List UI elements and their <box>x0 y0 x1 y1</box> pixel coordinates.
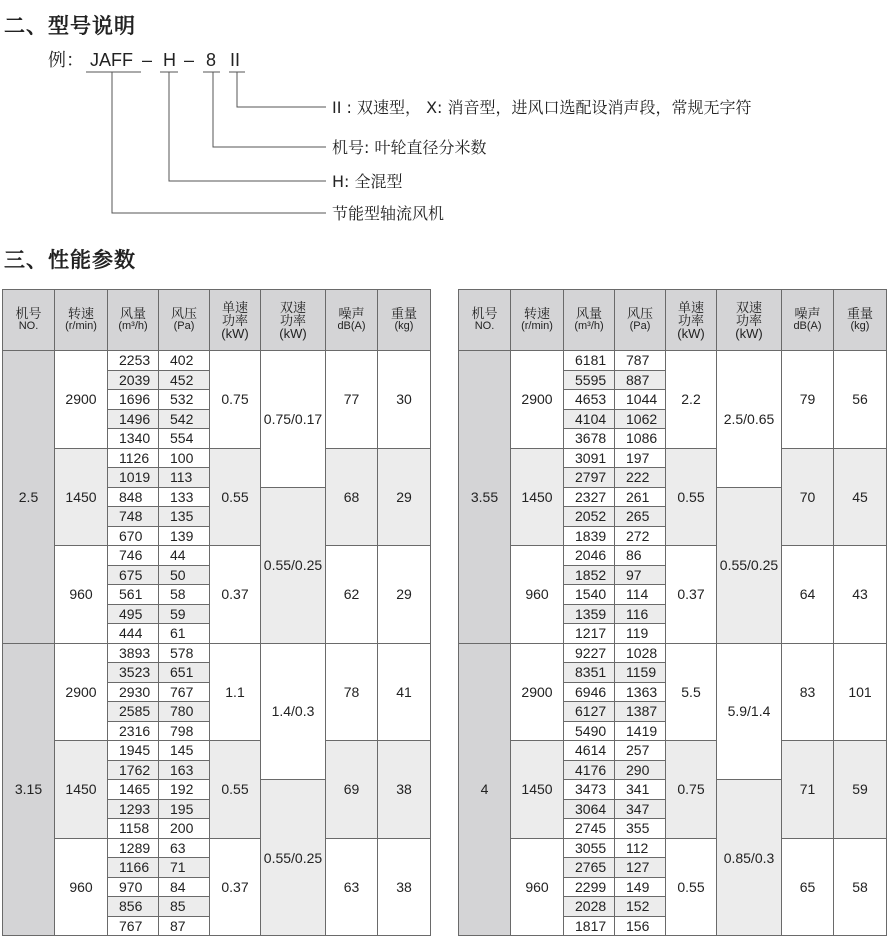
airflow-cell: 8351 <box>564 663 615 683</box>
header-airflow-unit: (m³/h) <box>574 320 604 332</box>
header-rpm <box>55 290 108 351</box>
airflow-cell: 3064 <box>564 799 615 819</box>
weight-cell: 43 <box>834 546 887 644</box>
airflow-cell: 4653 <box>564 390 615 410</box>
header-pressure-unit: (Pa) <box>173 320 195 332</box>
airflow-cell: 2046 <box>564 546 615 566</box>
header-model <box>3 290 55 351</box>
model-number-cell: 3.55 <box>459 351 511 644</box>
noise-cell: 71 <box>782 741 834 839</box>
code-part-speed: II <box>230 50 241 70</box>
dual-power-cell: 5.9/1.4 <box>717 643 782 780</box>
speed-cell: 2900 <box>55 643 108 741</box>
single-power-cell: 5.5 <box>666 643 717 741</box>
pressure-cell: 261 <box>615 487 666 507</box>
header-pressure-unit: (Pa) <box>629 320 651 332</box>
pressure-cell: 152 <box>615 897 666 917</box>
header-pressure-label: 风压 <box>170 306 197 321</box>
pressure-cell: 532 <box>159 390 210 410</box>
airflow-cell: 2585 <box>108 702 159 722</box>
header-airflow-label: 风量 <box>575 306 602 321</box>
header-airflow <box>564 290 615 351</box>
single-power-cell: 0.55 <box>210 741 261 839</box>
single-power-cell: 0.75 <box>210 351 261 449</box>
airflow-cell: 3523 <box>108 663 159 683</box>
noise-cell: 79 <box>782 351 834 449</box>
pressure-cell: 44 <box>159 546 210 566</box>
weight-cell: 29 <box>378 546 431 644</box>
code-sep-2: – <box>184 50 195 70</box>
pressure-cell: 1419 <box>615 721 666 741</box>
header-weight-label: 重量 <box>390 306 417 321</box>
pressure-cell: 145 <box>159 741 210 761</box>
airflow-cell: 1289 <box>108 838 159 858</box>
airflow-cell: 1945 <box>108 741 159 761</box>
airflow-cell: 1158 <box>108 819 159 839</box>
weight-cell: 41 <box>378 643 431 741</box>
pressure-cell: 71 <box>159 858 210 878</box>
header-airflow-unit: (m³/h) <box>118 320 148 332</box>
pressure-cell: 265 <box>615 507 666 527</box>
airflow-cell: 2745 <box>564 819 615 839</box>
header-dual-power-label: 双速 功率 (kW) <box>279 299 307 341</box>
header-single-power <box>210 290 261 351</box>
airflow-cell: 5490 <box>564 721 615 741</box>
model-code-diagram <box>0 40 890 230</box>
single-power-cell: 1.1 <box>210 643 261 741</box>
section-title-performance: 三、性能参数 <box>4 248 136 272</box>
pressure-cell: 290 <box>615 760 666 780</box>
speed-cell: 2900 <box>511 643 564 741</box>
airflow-cell: 2765 <box>564 858 615 878</box>
pressure-cell: 84 <box>159 877 210 897</box>
annotation-series: 节能型轴流风机 <box>332 204 445 223</box>
code-part-type: H <box>163 50 176 70</box>
airflow-cell: 1359 <box>564 604 615 624</box>
airflow-cell: 848 <box>108 487 159 507</box>
table-row <box>459 741 887 761</box>
noise-cell: 70 <box>782 448 834 546</box>
airflow-cell: 5595 <box>564 370 615 390</box>
airflow-cell: 6946 <box>564 682 615 702</box>
annotation-machine-number: 机号: 叶轮直径分米数 <box>332 138 487 157</box>
header-noise <box>782 290 834 351</box>
airflow-cell: 444 <box>108 624 159 644</box>
airflow-cell: 1762 <box>108 760 159 780</box>
model-number-cell: 4 <box>459 643 511 936</box>
airflow-cell: 1217 <box>564 624 615 644</box>
header-weight-label: 重量 <box>846 306 873 321</box>
speed-cell: 1450 <box>511 448 564 546</box>
speed-cell: 960 <box>55 546 108 644</box>
airflow-cell: 4614 <box>564 741 615 761</box>
pressure-cell: 87 <box>159 916 210 936</box>
airflow-cell: 4176 <box>564 760 615 780</box>
airflow-cell: 3091 <box>564 448 615 468</box>
header-rpm-label: 转速 <box>67 306 94 321</box>
annotation-speed-type: II : 双速型， X: 消音型，进风口选配设消声段，常规无字符 <box>332 98 752 117</box>
header-rpm-unit: (r/min) <box>521 320 553 332</box>
header-rpm-unit: (r/min) <box>65 320 97 332</box>
weight-cell: 59 <box>834 741 887 839</box>
dual-power-cell: 0.75/0.17 <box>261 351 326 488</box>
pressure-cell: 156 <box>615 916 666 936</box>
header-single-power-label: 单速 功率 (kW) <box>677 299 705 341</box>
table-row <box>459 351 887 371</box>
pressure-cell: 61 <box>159 624 210 644</box>
airflow-cell: 2028 <box>564 897 615 917</box>
pressure-cell: 542 <box>159 409 210 429</box>
pressure-cell: 149 <box>615 877 666 897</box>
pressure-cell: 452 <box>159 370 210 390</box>
table-row <box>3 448 431 468</box>
header-noise-unit: dB(A) <box>793 320 822 332</box>
airflow-cell: 1817 <box>564 916 615 936</box>
airflow-cell: 856 <box>108 897 159 917</box>
airflow-cell: 2316 <box>108 721 159 741</box>
noise-cell: 83 <box>782 643 834 741</box>
header-weight <box>378 290 431 351</box>
airflow-cell: 670 <box>108 526 159 546</box>
pressure-cell: 257 <box>615 741 666 761</box>
code-part-series: JAFF <box>90 50 133 70</box>
airflow-cell: 3473 <box>564 780 615 800</box>
header-rpm <box>511 290 564 351</box>
pressure-cell: 1086 <box>615 429 666 449</box>
pressure-cell: 127 <box>615 858 666 878</box>
pressure-cell: 787 <box>615 351 666 371</box>
pressure-cell: 1387 <box>615 702 666 722</box>
header-model-label: 机号 <box>471 306 498 321</box>
table-row <box>3 351 431 371</box>
dual-power-cell: 0.55/0.25 <box>717 487 782 643</box>
pressure-cell: 402 <box>159 351 210 371</box>
speed-cell: 2900 <box>511 351 564 449</box>
airflow-cell: 1496 <box>108 409 159 429</box>
header-weight <box>834 290 887 351</box>
noise-cell: 77 <box>326 351 378 449</box>
airflow-cell: 2797 <box>564 468 615 488</box>
pressure-cell: 1159 <box>615 663 666 683</box>
dual-power-cell: 0.55/0.25 <box>261 780 326 936</box>
header-airflow-label: 风量 <box>119 306 146 321</box>
airflow-cell: 1852 <box>564 565 615 585</box>
noise-cell: 63 <box>326 838 378 936</box>
airflow-cell: 2327 <box>564 487 615 507</box>
airflow-cell: 1340 <box>108 429 159 449</box>
pressure-cell: 133 <box>159 487 210 507</box>
airflow-cell: 3893 <box>108 643 159 663</box>
pressure-cell: 50 <box>159 565 210 585</box>
speed-cell: 1450 <box>55 741 108 839</box>
airflow-cell: 4104 <box>564 409 615 429</box>
pressure-cell: 767 <box>159 682 210 702</box>
speed-cell: 960 <box>55 838 108 936</box>
speed-cell: 960 <box>511 546 564 644</box>
airflow-cell: 2253 <box>108 351 159 371</box>
weight-cell: 101 <box>834 643 887 741</box>
pressure-cell: 58 <box>159 585 210 605</box>
table-header-row <box>459 290 887 351</box>
pressure-cell: 347 <box>615 799 666 819</box>
model-number-cell: 2.5 <box>3 351 55 644</box>
single-power-cell: 0.55 <box>666 838 717 936</box>
header-pressure-label: 风压 <box>626 306 653 321</box>
pressure-cell: 272 <box>615 526 666 546</box>
airflow-cell: 2299 <box>564 877 615 897</box>
airflow-cell: 2052 <box>564 507 615 527</box>
pressure-cell: 341 <box>615 780 666 800</box>
single-power-cell: 0.37 <box>666 546 717 644</box>
airflow-cell: 970 <box>108 877 159 897</box>
airflow-cell: 1166 <box>108 858 159 878</box>
pressure-cell: 119 <box>615 624 666 644</box>
table-row <box>459 546 887 566</box>
pressure-cell: 355 <box>615 819 666 839</box>
code-part-number: 8 <box>206 50 217 70</box>
annotation-mix-type: H: 全混型 <box>332 172 403 191</box>
pressure-cell: 798 <box>159 721 210 741</box>
dual-power-cell: 0.55/0.25 <box>261 487 326 643</box>
pressure-cell: 195 <box>159 799 210 819</box>
single-power-cell: 0.37 <box>210 546 261 644</box>
header-noise-label: 噪声 <box>794 306 821 321</box>
airflow-cell: 6181 <box>564 351 615 371</box>
header-noise <box>326 290 378 351</box>
single-power-cell: 0.37 <box>210 838 261 936</box>
airflow-cell: 9227 <box>564 643 615 663</box>
noise-cell: 62 <box>326 546 378 644</box>
speed-cell: 1450 <box>55 448 108 546</box>
pressure-cell: 554 <box>159 429 210 449</box>
table-row <box>3 838 431 858</box>
airflow-cell: 561 <box>108 585 159 605</box>
header-dual-power <box>261 290 326 351</box>
pressure-cell: 200 <box>159 819 210 839</box>
airflow-cell: 2930 <box>108 682 159 702</box>
pressure-cell: 86 <box>615 546 666 566</box>
noise-cell: 68 <box>326 448 378 546</box>
header-model-unit: NO. <box>474 320 495 332</box>
weight-cell: 56 <box>834 351 887 449</box>
pressure-cell: 192 <box>159 780 210 800</box>
single-power-cell: 0.55 <box>666 448 717 546</box>
pressure-cell: 1044 <box>615 390 666 410</box>
airflow-cell: 748 <box>108 507 159 527</box>
table-row <box>459 838 887 858</box>
airflow-cell: 1696 <box>108 390 159 410</box>
header-noise-label: 噪声 <box>338 306 365 321</box>
section-title-model: 二、型号说明 <box>4 14 136 38</box>
airflow-cell: 767 <box>108 916 159 936</box>
performance-table-right <box>458 289 887 936</box>
single-power-cell: 0.75 <box>666 741 717 839</box>
noise-cell: 65 <box>782 838 834 936</box>
pressure-cell: 163 <box>159 760 210 780</box>
weight-cell: 30 <box>378 351 431 449</box>
header-dual-power-label: 双速 功率 (kW) <box>735 299 763 341</box>
airflow-cell: 1126 <box>108 448 159 468</box>
pressure-cell: 116 <box>615 604 666 624</box>
weight-cell: 38 <box>378 838 431 936</box>
weight-cell: 29 <box>378 448 431 546</box>
pressure-cell: 59 <box>159 604 210 624</box>
noise-cell: 64 <box>782 546 834 644</box>
pressure-cell: 135 <box>159 507 210 527</box>
pressure-cell: 578 <box>159 643 210 663</box>
airflow-cell: 495 <box>108 604 159 624</box>
dual-power-cell: 2.5/0.65 <box>717 351 782 488</box>
dual-power-cell: 1.4/0.3 <box>261 643 326 780</box>
pressure-cell: 112 <box>615 838 666 858</box>
pressure-cell: 63 <box>159 838 210 858</box>
table-row <box>3 741 431 761</box>
dual-power-cell: 0.85/0.3 <box>717 780 782 936</box>
speed-cell: 960 <box>511 838 564 936</box>
header-single-power-label: 单速 功率 (kW) <box>221 299 249 341</box>
pressure-cell: 114 <box>615 585 666 605</box>
header-model-unit: NO. <box>18 320 39 332</box>
weight-cell: 58 <box>834 838 887 936</box>
header-weight-unit: (kg) <box>394 320 414 332</box>
airflow-cell: 3678 <box>564 429 615 449</box>
pressure-cell: 1363 <box>615 682 666 702</box>
header-rpm-label: 转速 <box>523 306 550 321</box>
speed-cell: 1450 <box>511 741 564 839</box>
header-noise-unit: dB(A) <box>337 320 366 332</box>
pressure-cell: 97 <box>615 565 666 585</box>
code-sep-1: – <box>142 50 153 70</box>
table-row <box>459 643 887 663</box>
performance-table-left <box>2 289 431 936</box>
header-model <box>459 290 511 351</box>
pressure-cell: 887 <box>615 370 666 390</box>
header-weight-unit: (kg) <box>850 320 870 332</box>
header-model-label: 机号 <box>15 306 42 321</box>
model-number-cell: 3.15 <box>3 643 55 936</box>
header-single-power <box>666 290 717 351</box>
airflow-cell: 3055 <box>564 838 615 858</box>
pressure-cell: 85 <box>159 897 210 917</box>
table-row <box>3 643 431 663</box>
table-header-row <box>3 290 431 351</box>
single-power-cell: 2.2 <box>666 351 717 449</box>
pressure-cell: 222 <box>615 468 666 488</box>
airflow-cell: 675 <box>108 565 159 585</box>
pressure-cell: 651 <box>159 663 210 683</box>
header-pressure <box>615 290 666 351</box>
table-row <box>3 546 431 566</box>
pressure-cell: 197 <box>615 448 666 468</box>
speed-cell: 2900 <box>55 351 108 449</box>
airflow-cell: 1465 <box>108 780 159 800</box>
pressure-cell: 113 <box>159 468 210 488</box>
header-airflow <box>108 290 159 351</box>
table-row <box>459 448 887 468</box>
pressure-cell: 1028 <box>615 643 666 663</box>
airflow-cell: 1540 <box>564 585 615 605</box>
header-dual-power <box>717 290 782 351</box>
airflow-cell: 6127 <box>564 702 615 722</box>
airflow-cell: 1293 <box>108 799 159 819</box>
pressure-cell: 780 <box>159 702 210 722</box>
airflow-cell: 1019 <box>108 468 159 488</box>
noise-cell: 69 <box>326 741 378 839</box>
pressure-cell: 100 <box>159 448 210 468</box>
single-power-cell: 0.55 <box>210 448 261 546</box>
weight-cell: 45 <box>834 448 887 546</box>
weight-cell: 38 <box>378 741 431 839</box>
pressure-cell: 139 <box>159 526 210 546</box>
example-prefix: 例： <box>48 50 84 70</box>
noise-cell: 78 <box>326 643 378 741</box>
airflow-cell: 2039 <box>108 370 159 390</box>
airflow-cell: 746 <box>108 546 159 566</box>
airflow-cell: 1839 <box>564 526 615 546</box>
header-pressure <box>159 290 210 351</box>
pressure-cell: 1062 <box>615 409 666 429</box>
